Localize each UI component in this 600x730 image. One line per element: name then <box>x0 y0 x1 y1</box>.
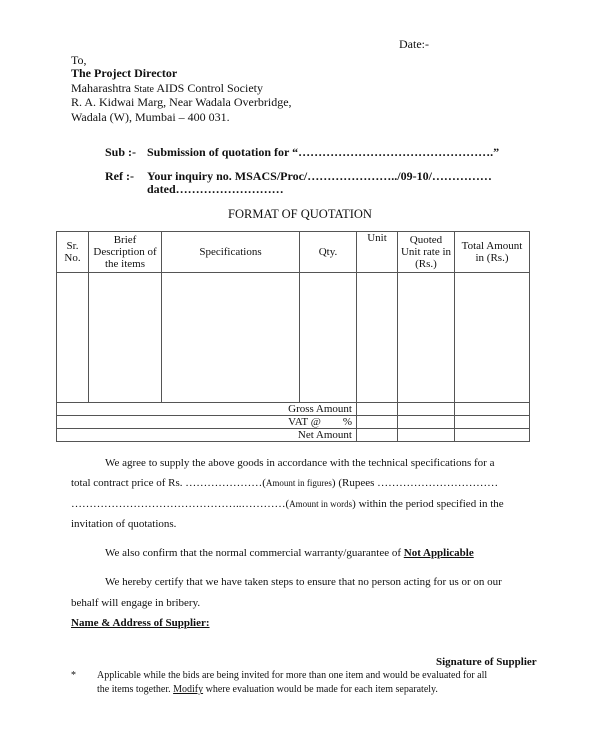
header-sr-no: Sr. No. <box>57 232 89 273</box>
address-line1-rest: AIDS Control Society <box>156 81 263 95</box>
para1-line2-a: total contract price of Rs. …………………( <box>71 477 266 489</box>
signature-label: Signature of Supplier <box>436 656 537 668</box>
header-qty: Qty. <box>300 232 357 273</box>
footnote-line2 <box>97 684 438 695</box>
para2-text: We also confirm that the normal commercial warranty/guarantee of <box>105 547 401 559</box>
vat-label: VAT @ % <box>57 416 357 429</box>
para1-line1: We agree to supply the above goods in accordance with the technical specifications for a <box>105 457 495 469</box>
para1-line3-small: Amount in words <box>289 499 353 509</box>
para2 <box>105 547 474 559</box>
address-title: The Project Director <box>71 66 178 80</box>
net-amount-label: Net Amount <box>57 429 357 442</box>
net-unit <box>357 429 398 442</box>
cell-spec <box>162 273 300 403</box>
format-title: FORMAT OF QUOTATION <box>228 207 372 221</box>
address-line1-small: State <box>133 84 154 95</box>
quotation-table <box>56 231 530 442</box>
para1-line3 <box>71 498 504 510</box>
net-total <box>455 429 530 442</box>
para1-line2-b: ) (Rupees …………………………… <box>331 477 499 489</box>
para3-line2: behalf will engage in bribery. <box>71 597 201 609</box>
cell-rate <box>398 273 455 403</box>
header-unit: Unit <box>357 232 398 273</box>
header-quoted-rate: Quoted Unit rate in (Rs.) <box>398 232 455 273</box>
para1-line3-a: ………………………………………..…………( <box>71 498 290 510</box>
address-line3: Wadala (W), Mumbai – 400 031. <box>71 110 230 124</box>
para3-line1: We hereby certify that we have taken steps to ensure that no person acting for us or on our <box>105 576 502 588</box>
header-specifications: Specifications <box>162 232 300 273</box>
para1-line4: invitation of quotations. <box>71 518 177 530</box>
para1-line2-small: Amount in figures <box>265 478 332 488</box>
address-line1-main: Maharashtra <box>71 81 131 95</box>
address-line2: R. A. Kidwai Marg, Near Wadala Overbridge, <box>71 95 292 109</box>
cell-qty <box>300 273 357 403</box>
cell-brief <box>89 273 162 403</box>
reference-label: Ref :- <box>105 169 134 183</box>
vat-rate <box>398 416 455 429</box>
para2-not-applicable: Not Applicable <box>403 547 474 559</box>
footnote-line1: Applicable while the bids are being invited for more than one item and would be evaluated for all <box>97 670 488 681</box>
gross-unit <box>357 403 398 416</box>
subject-text: Submission of quotation for “………………………………………….” <box>147 145 500 159</box>
subject-label: Sub :- <box>105 145 137 159</box>
reference-line1: Your inquiry no. MSACS/Proc/…………………../09-10/…………… <box>147 169 492 183</box>
footnote-line2-b: where evaluation would be made for each item separately. <box>205 684 438 695</box>
table-body-row <box>57 273 530 403</box>
para1-line3-b: ) within the period specified in the <box>352 498 504 510</box>
table-header-row <box>57 232 530 273</box>
table-row-gross <box>57 403 530 416</box>
table-row-vat <box>57 416 530 429</box>
cell-sr <box>57 273 89 403</box>
address-to: To, <box>71 53 87 67</box>
supplier-label: Name & Address of Supplier: <box>71 617 210 629</box>
gross-amount-label: Gross Amount <box>57 403 357 416</box>
gross-total <box>455 403 530 416</box>
vat-total <box>455 416 530 429</box>
vat-unit <box>357 416 398 429</box>
cell-total <box>455 273 530 403</box>
para1-line2 <box>71 477 498 489</box>
address-line1 <box>71 81 263 96</box>
header-brief-description: Brief Description of the items <box>89 232 162 273</box>
footnote-mark: * <box>71 670 76 681</box>
reference-line2: dated……………………… <box>147 182 284 196</box>
cell-unit <box>357 273 398 403</box>
footnote-line2-a: the items together. <box>97 684 171 695</box>
net-rate <box>398 429 455 442</box>
gross-rate <box>398 403 455 416</box>
date-label: Date:- <box>399 37 429 51</box>
table-row-net <box>57 429 530 442</box>
header-total-amount: Total Amount in (Rs.) <box>455 232 530 273</box>
footnote-modify: Modify <box>173 684 204 695</box>
